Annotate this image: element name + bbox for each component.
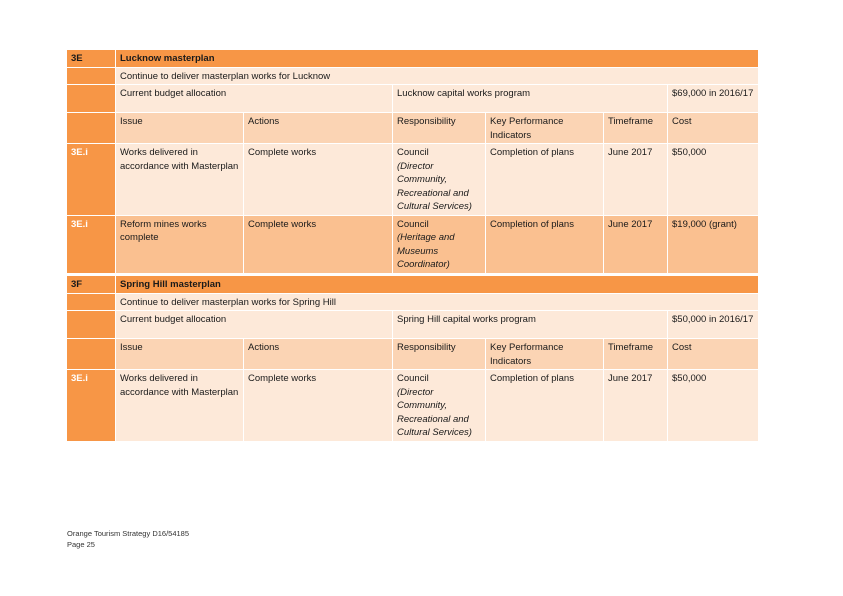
row-cost: $50,000 [668, 370, 759, 442]
section-title: Lucknow masterplan [116, 50, 759, 68]
table-row [67, 144, 759, 216]
spring-hill-masterplan-table [67, 276, 759, 442]
row-action: Complete works [244, 370, 393, 442]
page-number: Page 25 [67, 540, 95, 549]
capital-works-program: Spring Hill capital works program [393, 311, 668, 339]
section-title: Spring Hill masterplan [116, 276, 759, 294]
header-cost: Cost [668, 113, 759, 144]
section-code: 3F [67, 276, 116, 294]
row-action: Complete works [244, 216, 393, 274]
row-kpi: Completion of plans [486, 216, 604, 274]
header-timeframe: Timeframe [604, 339, 668, 370]
row-id: 3E.i [67, 216, 116, 274]
header-cost: Cost [668, 339, 759, 370]
row-responsibility-detail: (Director Community, Recreational and Cultural Services) [397, 160, 472, 212]
row-issue: Works delivered in accordance with Masterplan [116, 370, 244, 442]
header-kpi: Key Performance Indicators [486, 339, 604, 370]
document-reference: Orange Tourism Strategy D16/54185 [67, 529, 190, 538]
section-code: 3E [67, 50, 116, 68]
lucknow-masterplan-table [67, 50, 759, 274]
row-cost: $19,000 (grant) [668, 216, 759, 274]
objective: Continue to deliver masterplan works for Spring Hill [116, 294, 759, 312]
budget-amount: $69,000 in 2016/17 [668, 85, 759, 113]
row-responsibility: Council (Director Community, Recreational and Cultural Services) [393, 144, 486, 216]
row-cost: $50,000 [668, 144, 759, 216]
row-id: 3E.i [67, 370, 116, 442]
header-kpi: Key Performance Indicators [486, 113, 604, 144]
row-responsibility: Council (Director Community, Recreational and Cultural Services) [393, 370, 486, 442]
row-responsibility-detail: (Director Community, Recreational and Cultural Services) [397, 386, 472, 438]
table-row [67, 370, 759, 442]
row-issue: Reform mines works complete [116, 216, 244, 274]
row-kpi: Completion of plans [486, 144, 604, 216]
row-kpi: Completion of plans [486, 370, 604, 442]
row-action: Complete works [244, 144, 393, 216]
header-issue: Issue [116, 339, 244, 370]
header-actions: Actions [244, 113, 393, 144]
budget-label: Current budget allocation [116, 311, 393, 339]
row-timeframe: June 2017 [604, 370, 668, 442]
capital-works-program: Lucknow capital works program [393, 85, 668, 113]
row-responsibility-detail: (Heritage and Museums Coordinator) [397, 232, 455, 270]
header-actions: Actions [244, 339, 393, 370]
table-row [67, 216, 759, 274]
budget-amount: $50,000 in 2016/17 [668, 311, 759, 339]
header-responsibility: Responsibility [393, 113, 486, 144]
row-responsibility: Council (Heritage and Museums Coordinator) [393, 216, 486, 274]
row-timeframe: June 2017 [604, 216, 668, 274]
row-issue: Works delivered in accordance with Masterplan [116, 144, 244, 216]
header-timeframe: Timeframe [604, 113, 668, 144]
row-timeframe: June 2017 [604, 144, 668, 216]
row-id: 3E.i [67, 144, 116, 216]
header-issue: Issue [116, 113, 244, 144]
budget-label: Current budget allocation [116, 85, 393, 113]
objective: Continue to deliver masterplan works for Lucknow [116, 68, 759, 86]
header-responsibility: Responsibility [393, 339, 486, 370]
page-footer [67, 528, 189, 550]
